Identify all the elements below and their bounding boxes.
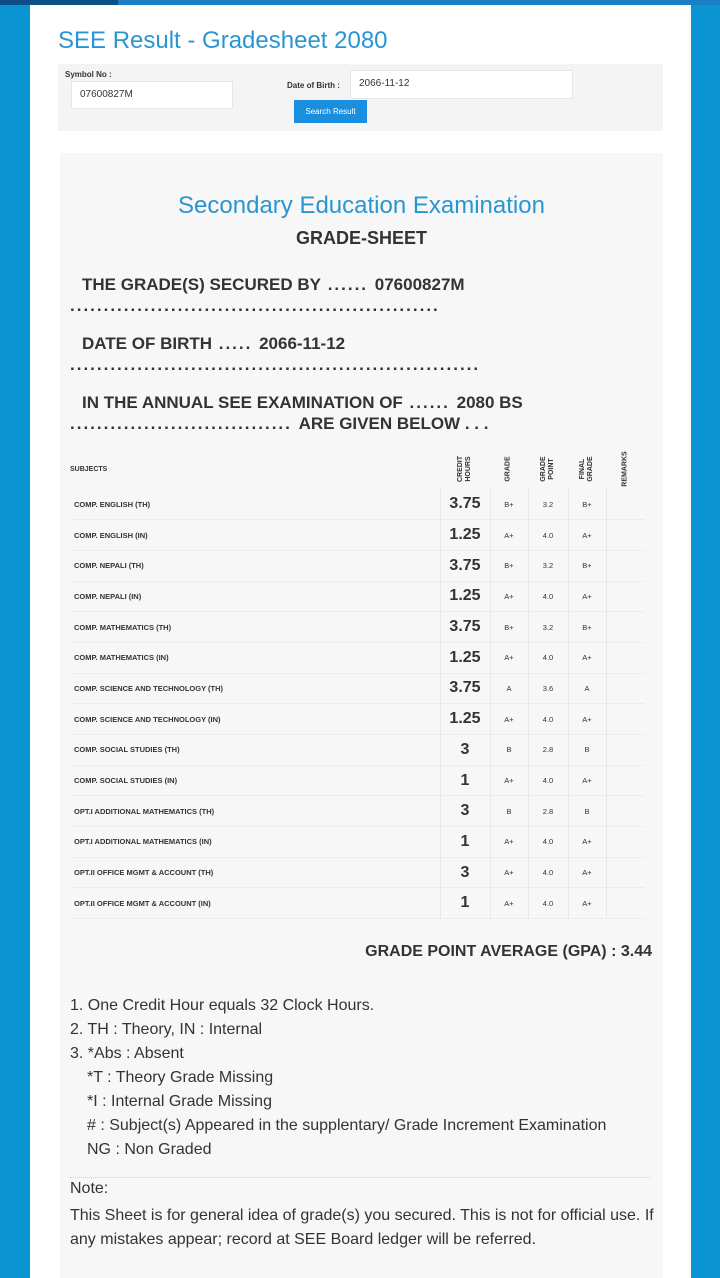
remarks-cell bbox=[606, 550, 645, 581]
subject-cell: COMP. MATHEMATICS (TH) bbox=[70, 612, 440, 643]
exam-suffix: ARE GIVEN BELOW . . . bbox=[298, 414, 489, 433]
remarks-cell bbox=[606, 857, 645, 888]
grade-sheet bbox=[60, 153, 663, 1278]
final-grade-cell: B+ bbox=[568, 612, 606, 643]
dob-line: DATE OF BIRTH ..... 2066-11-12 ............................................................. bbox=[70, 334, 481, 374]
note-heading: Note: bbox=[70, 1180, 109, 1197]
result-page bbox=[30, 5, 691, 1278]
gradesheet-title: GRADE-SHEET bbox=[295, 228, 427, 248]
table-row bbox=[70, 550, 645, 581]
remarks-cell bbox=[606, 489, 645, 520]
notes bbox=[70, 994, 655, 1162]
exam-year: 2080 BS bbox=[456, 393, 523, 412]
table-row bbox=[70, 520, 645, 551]
note-sub-item: *I : Internal Grade Missing bbox=[87, 1093, 272, 1110]
table-row bbox=[70, 581, 645, 612]
search-form bbox=[58, 64, 663, 131]
final-grade-cell: A+ bbox=[568, 581, 606, 612]
dob-label: Date of Birth : bbox=[287, 81, 340, 90]
secured-by-prefix: THE GRADE(S) SECURED BY bbox=[82, 275, 321, 294]
remarks-cell bbox=[606, 704, 645, 735]
grade-point-cell: 2.8 bbox=[528, 735, 568, 766]
remarks-cell bbox=[606, 796, 645, 827]
secured-symbol: 07600827M bbox=[374, 275, 465, 294]
final-grade-cell: B+ bbox=[568, 550, 606, 581]
subject-cell: OPT.II OFFICE MGMT & ACCOUNT (TH) bbox=[70, 857, 440, 888]
note-sub-item: NG : Non Graded bbox=[87, 1141, 212, 1158]
grade-point-cell: 4.0 bbox=[528, 642, 568, 673]
dob-input[interactable]: 2066-11-12 bbox=[350, 70, 573, 99]
subject-cell: COMP. MATHEMATICS (IN) bbox=[70, 642, 440, 673]
remarks-cell bbox=[606, 673, 645, 704]
credit-hours-cell: 1 bbox=[440, 827, 490, 858]
credit-hours-cell: 3.75 bbox=[440, 489, 490, 520]
grade-cell: A+ bbox=[490, 888, 528, 919]
credit-hours-cell: 3 bbox=[440, 796, 490, 827]
table-row bbox=[70, 735, 645, 766]
final-grade-cell: A+ bbox=[568, 765, 606, 796]
subject-cell: COMP. ENGLISH (IN) bbox=[70, 520, 440, 551]
grade-point-cell: 3.6 bbox=[528, 673, 568, 704]
grade-point-cell: 2.8 bbox=[528, 796, 568, 827]
grade-point-cell: 4.0 bbox=[528, 581, 568, 612]
grade-point-cell: 3.2 bbox=[528, 489, 568, 520]
col-final-grade: FINAL GRADE bbox=[579, 456, 594, 482]
grade-cell: A+ bbox=[490, 642, 528, 673]
credit-hours-cell: 1 bbox=[440, 765, 490, 796]
credit-hours-cell: 1.25 bbox=[440, 642, 490, 673]
col-grade: GRADE bbox=[505, 456, 512, 482]
final-grade-cell: B bbox=[568, 796, 606, 827]
note-item: 2. TH : Theory, IN : Internal bbox=[70, 1021, 263, 1038]
table-row bbox=[70, 489, 645, 520]
note-divider bbox=[70, 1177, 650, 1178]
final-grade-cell: A+ bbox=[568, 520, 606, 551]
symbol-label: Symbol No : bbox=[65, 70, 112, 79]
remarks-cell bbox=[606, 765, 645, 796]
grade-cell: A+ bbox=[490, 520, 528, 551]
note-sub-item: # : Subject(s) Appeared in the supplentary/ Grade Increment Examination bbox=[87, 1117, 607, 1134]
table-header-row bbox=[70, 449, 645, 489]
grade-cell: A+ bbox=[490, 581, 528, 612]
table-row bbox=[70, 857, 645, 888]
credit-hours-cell: 1.25 bbox=[440, 520, 490, 551]
final-grade-cell: A+ bbox=[568, 642, 606, 673]
grade-point-cell: 3.2 bbox=[528, 550, 568, 581]
grade-cell: A+ bbox=[490, 827, 528, 858]
table-row bbox=[70, 673, 645, 704]
grade-point-cell: 4.0 bbox=[528, 765, 568, 796]
credit-hours-cell: 1.25 bbox=[440, 581, 490, 612]
table-row bbox=[70, 765, 645, 796]
credit-hours-cell: 3.75 bbox=[440, 673, 490, 704]
grade-point-cell: 4.0 bbox=[528, 888, 568, 919]
subject-cell: COMP. ENGLISH (TH) bbox=[70, 489, 440, 520]
credit-hours-cell: 3 bbox=[440, 735, 490, 766]
remarks-cell bbox=[606, 827, 645, 858]
grade-point-cell: 4.0 bbox=[528, 827, 568, 858]
grade-cell: B+ bbox=[490, 550, 528, 581]
grade-point-cell: 3.2 bbox=[528, 612, 568, 643]
col-remarks: REMARKS bbox=[621, 451, 629, 487]
credit-hours-cell: 1 bbox=[440, 888, 490, 919]
subject-cell: OPT.II OFFICE MGMT & ACCOUNT (IN) bbox=[70, 888, 440, 919]
table-row bbox=[70, 642, 645, 673]
page-title: SEE Result - Gradesheet 2080 bbox=[58, 27, 388, 54]
credit-hours-cell: 1.25 bbox=[440, 704, 490, 735]
subject-cell: COMP. NEPALI (IN) bbox=[70, 581, 440, 612]
remarks-cell bbox=[606, 520, 645, 551]
grade-point-cell: 4.0 bbox=[528, 704, 568, 735]
grade-point-cell: 4.0 bbox=[528, 857, 568, 888]
grade-cell: A+ bbox=[490, 857, 528, 888]
grade-cell: A+ bbox=[490, 704, 528, 735]
col-credit-hours: CREDIT HOURS bbox=[457, 455, 472, 483]
remarks-cell bbox=[606, 888, 645, 919]
grade-cell: A bbox=[490, 673, 528, 704]
remarks-cell bbox=[606, 581, 645, 612]
table-row bbox=[70, 796, 645, 827]
symbol-input[interactable]: 07600827M bbox=[71, 81, 233, 109]
final-grade-cell: B bbox=[568, 735, 606, 766]
grade-cell: B bbox=[490, 735, 528, 766]
col-grade-point: GRADE POINT bbox=[540, 456, 555, 482]
dob-prefix: DATE OF BIRTH bbox=[82, 334, 213, 353]
final-grade-cell: A+ bbox=[568, 704, 606, 735]
table-row bbox=[70, 704, 645, 735]
table-row bbox=[70, 827, 645, 858]
remarks-cell bbox=[606, 642, 645, 673]
note-sub-item: *T : Theory Grade Missing bbox=[87, 1069, 274, 1086]
remarks-cell bbox=[606, 735, 645, 766]
grade-cell: B bbox=[490, 796, 528, 827]
remarks-cell bbox=[606, 612, 645, 643]
final-grade-cell: B+ bbox=[568, 489, 606, 520]
grade-cell: B+ bbox=[490, 489, 528, 520]
final-grade-cell: A+ bbox=[568, 888, 606, 919]
final-grade-cell: A bbox=[568, 673, 606, 704]
subject-cell: COMP. SCIENCE AND TECHNOLOGY (IN) bbox=[70, 704, 440, 735]
final-grade-cell: A+ bbox=[568, 827, 606, 858]
subject-cell: COMP. NEPALI (TH) bbox=[70, 550, 440, 581]
credit-hours-cell: 3 bbox=[440, 857, 490, 888]
subject-cell: OPT.I ADDITIONAL MATHEMATICS (IN) bbox=[70, 827, 440, 858]
grade-cell: A+ bbox=[490, 765, 528, 796]
dob-value: 2066-11-12 bbox=[259, 334, 346, 353]
grade-cell: B+ bbox=[490, 612, 528, 643]
subject-cell: COMP. SOCIAL STUDIES (TH) bbox=[70, 735, 440, 766]
credit-hours-cell: 3.75 bbox=[440, 550, 490, 581]
exam-line: IN THE ANNUAL SEE EXAMINATION OF ...... 2080 BS ................................. ARE GIVEN BELOW . . . bbox=[70, 393, 523, 433]
grades-table bbox=[70, 449, 645, 919]
subject-cell: OPT.I ADDITIONAL MATHEMATICS (TH) bbox=[70, 796, 440, 827]
final-grade-cell: A+ bbox=[568, 857, 606, 888]
subject-cell: COMP. SCIENCE AND TECHNOLOGY (TH) bbox=[70, 673, 440, 704]
note-text: This Sheet is for general idea of grade(s) you secured. This is not for official use. If any mistakes appear; record at SEE Board ledger will be referred. bbox=[70, 1207, 654, 1248]
note-item: 1. One Credit Hour equals 32 Clock Hours. bbox=[70, 997, 375, 1014]
note-item: 3. *Abs : Absent bbox=[70, 1045, 184, 1062]
grade-point-cell: 4.0 bbox=[528, 520, 568, 551]
table-row bbox=[70, 888, 645, 919]
exam-title: Secondary Education Examination bbox=[178, 192, 545, 219]
search-result-button[interactable]: Search Result bbox=[294, 100, 367, 123]
table-row bbox=[70, 612, 645, 643]
secured-by-line: THE GRADE(S) SECURED BY ...... 07600827M ....................................................... bbox=[70, 275, 465, 315]
exam-prefix: IN THE ANNUAL SEE EXAMINATION OF bbox=[82, 393, 403, 412]
col-subjects: SUBJECTS bbox=[70, 465, 108, 473]
credit-hours-cell: 3.75 bbox=[440, 612, 490, 643]
subject-cell: COMP. SOCIAL STUDIES (IN) bbox=[70, 765, 440, 796]
gpa: GRADE POINT AVERAGE (GPA) : 3.44 bbox=[365, 943, 652, 960]
